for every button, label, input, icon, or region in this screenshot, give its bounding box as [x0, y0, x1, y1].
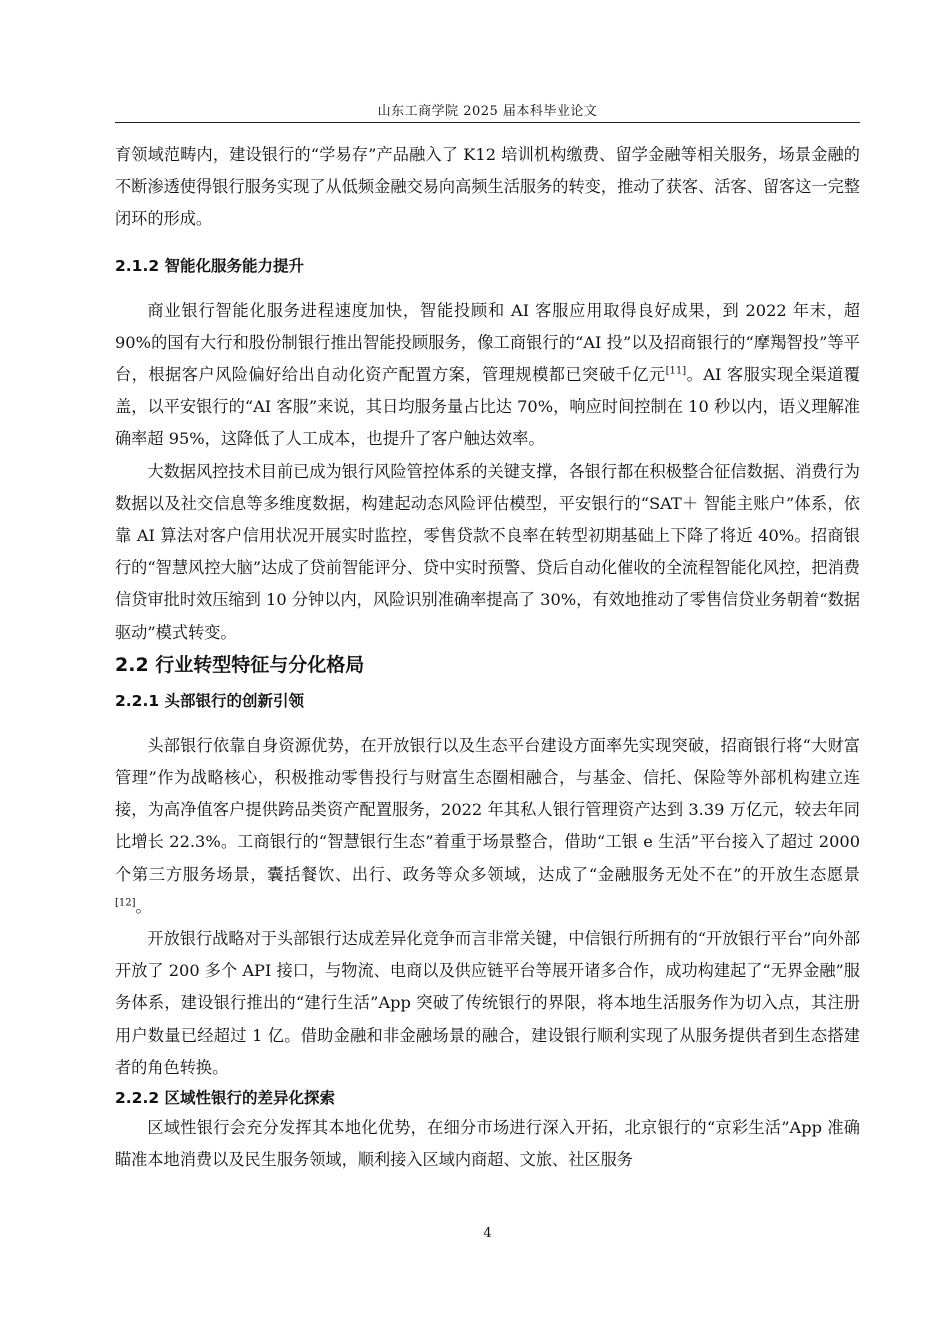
- page-number: 4: [483, 1226, 492, 1241]
- paragraph-open-banking: 开放银行战略对于头部银行达成差异化竞争而言非常关键，中信银行所拥有的“开放银行平台”向外部开放了 200 多个 API 接口，与物流、电商以及供应链平台等展开诸多合作，成功构建起了“无界金融”服务体系，建设银行推出的“建行生活”App 突破了传统银行的界限，将本地生活服务作为切入点，其注册用户数量已经超过 1 亿。借助金融和非金融场景的融合，建设银行顺利实现了从服务提供者到生态搭建者的角色转换。: [115, 929, 861, 1077]
- paragraph-regional-banks: 区域性银行会充分发挥其本地化优势，在细分市场进行深入开拓，北京银行的“京彩生活”App 准确瞄准本地消费以及民生服务领域，顺利接入区域内商超、文旅、社区服务: [115, 1118, 860, 1170]
- paragraph-text: 头部银行依靠自身资源优势，在开放银行以及生态平台建设方面率先实现突破，招商银行将“大财富管理”作为战略核心，积极推动零售投行与财富生态圈相融合，与基金、信托、保险等外部机构建立连接，为高净值客户提供跨品类资产配置服务，2022 年其私人银行管理资产达到 3.39 万亿元，较去年同比增长 22.3%。工商银行的“智慧银行生态”着重于场景整合，借助“工银 e 生活”平台接入了超过 2000 个第三方服务场景，囊括餐饮、出行、政务等众多领域，达成了“金融服务无处不在”的开放生态愿景: [115, 735, 860, 884]
- citation-ref-12: [12]: [115, 897, 136, 909]
- heading-2-2: 2.2 行业转型特征与分化格局: [115, 653, 365, 676]
- paragraph-intelligent-service: [115, 295, 860, 456]
- paragraph-text: 商业银行智能化服务进程速度加快，智能投顾和 AI 客服应用取得良好成果，到 2022 年末，超 90%的国有大行和股份制银行推出智能投顾服务，像工商银行的“AI 投”以及招商银行的“摩羯智投”等平台，根据客户风险偏好给出自动化资产配置方案，管理规模都已突破千亿元: [115, 300, 860, 385]
- paragraph-text: 。AI 客服实现全渠道覆盖，以平安银行的“AI 客服”来说，其日均服务量占比达 70%，响应时间控制在 10 秒以内，语义理解准确率超 95%，这降低了人工成本，也提升了客户触达效率。: [115, 365, 860, 449]
- running-header: 山东工商学院 2025 届本科毕业论文: [377, 104, 598, 119]
- heading-2-2-2: 2.2.2 区域性银行的差异化探索: [115, 1089, 336, 1108]
- paragraph-text: 。: [135, 896, 152, 916]
- header-divider: [115, 122, 860, 123]
- paragraph-leading-banks: [115, 730, 860, 923]
- heading-2-2-1: 2.2.1 头部银行的创新引领: [115, 691, 305, 710]
- heading-2-1-2: 2.1.2 智能化服务能力提升: [115, 256, 305, 275]
- paragraph-risk-control: 大数据风控技术目前已成为银行风险管控体系的关键支撑，各银行都在积极整合征信数据、消费行为数据以及社交信息等多维度数据，构建起动态风险评估模型，平安银行的“SAT＋ 智能主账户”体系，依靠 AI 算法对客户信用状况开展实时监控，零售贷款不良率在转型初期基础上下降了将近 40%。招商银行的“智慧风控大脑”达成了贷前智能评分、贷中实时预警、贷后自动化催收的全流程智能化风控，把消费信贷审批时效压缩到 10 分钟以内，风险识别准确率提高了 30%，有效地推动了零售信贷业务朝着“数据驱动”模式转变。: [115, 461, 860, 642]
- page-body: [115, 139, 860, 1176]
- paragraph-continuation: 育领域范畴内，建设银行的“学易存”产品融入了 K12 培训机构缴费、留学金融等相关服务，场景金融的不断渗透使得银行服务实现了从低频金融交易向高频生活服务的转变，推动了获客、活客、留客这一完整闭环的形成。: [115, 145, 860, 229]
- citation-ref-11: [11]: [665, 365, 687, 377]
